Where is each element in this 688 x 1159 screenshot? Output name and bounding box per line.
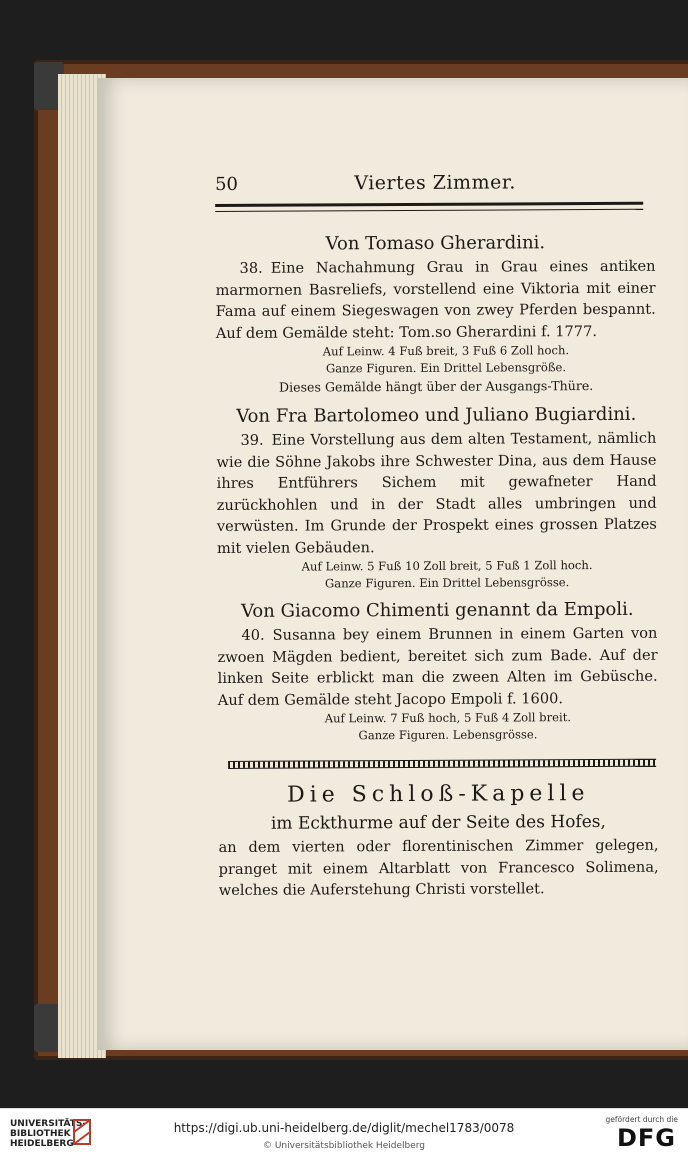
page-content <box>215 168 659 910</box>
entry-number: 38. <box>239 259 263 277</box>
entry-paragraph <box>215 256 655 344</box>
entry-note: Auf Leinw. 5 Fuß 10 Zoll breit, 5 Fuß 1 Zoll hoch. <box>301 558 593 574</box>
entry-paragraph <box>216 428 657 559</box>
entry-number: 39. <box>240 431 264 449</box>
entry-extra: Dieses Gemälde hängt über der Ausgangs-Thüre. <box>278 378 594 395</box>
section-heading: Von Giacomo Chimenti genannt da Empoli. <box>241 598 634 622</box>
running-title: Viertes Zimmer. <box>354 171 516 195</box>
entry-text: Eine Vorstellung aus dem alten Testament, nämlich wie die Söhne Jakobs ihre Schwester Dina, aus dem Hause ihres Entführers Sichem mit gewafneter Hand zurückhohlen und in der Stadt alles umbringen und verwüsten. Im Grunde der Prospekt eines grossen Platzes mit vielen Gebäuden. <box>216 429 657 557</box>
entry-note: Auf Leinw. 7 Fuß hoch, 5 Fuß 4 Zoll breit. <box>324 710 572 726</box>
chapel-subtitle: im Eckthurme auf der Seite des Hofes, <box>270 811 606 834</box>
entry-number: 40. <box>241 626 265 644</box>
section-heading: Von Tomaso Gherardini. <box>325 232 546 255</box>
viewer-footer <box>0 1108 688 1159</box>
copyright-text: © Universitätsbibliothek Heidelberg <box>262 1141 425 1151</box>
chapel-text: an dem vierten oder florentinischen Zimmer gelegen, pranget mit einem Altarblatt von Francesco Solimena, welches die Auferstehung Christi vorstellet. <box>218 836 659 899</box>
library-name-line: HEIDELBERG <box>10 1139 74 1149</box>
dfg-logo[interactable]: DFG <box>616 1124 676 1152</box>
entry-note: Ganze Figuren. Ein Drittel Lebensgröße. <box>325 360 567 376</box>
running-head <box>215 168 655 200</box>
entry-note: Auf Leinw. 4 Fuß breit, 3 Fuß 6 Zoll hoch. <box>322 343 570 359</box>
funder-note: gefördert durch die <box>605 1115 678 1124</box>
entry-note: Ganze Figuren. Lebensgrösse. <box>358 727 538 743</box>
ornamental-rule <box>228 759 656 769</box>
permalink-url[interactable]: https://digi.ub.uni-heidelberg.de/diglit/mechel1783/0078 <box>173 1121 515 1135</box>
entry-text: Eine Nachahmung Grau in Grau eines antiken marmornen Basreliefs, vorstellend eine Viktoria mit einer Fama auf einem Siegeswagen von zwey Pferden bespannt. Auf dem Gemälde steht: Tom.so Gherardini f. 1777. <box>215 257 656 342</box>
library-name-line: UNIVERSITÄTS- <box>10 1119 87 1129</box>
chapel-title: Die Schloß-Kapelle <box>287 781 590 808</box>
entry-note: Ganze Figuren. Ein Drittel Lebensgrösse. <box>324 575 570 591</box>
library-name-line: BIBLIOTHEK <box>10 1129 71 1139</box>
page-number: 50 <box>215 173 239 195</box>
entry-text: Susanna bey einem Brunnen in einem Garten von zwoen Mägden bedient, bereitet sich zum Bade. Auf der linken Seite erblickt man die zween Alten im Gebüsche. Auf dem Gemälde steht Jacopo Empoli f. 1600. <box>217 624 658 709</box>
section-heading: Von Fra Bartolomeo und Juliano Bugiardini. <box>236 403 637 427</box>
entry-paragraph <box>217 623 657 711</box>
